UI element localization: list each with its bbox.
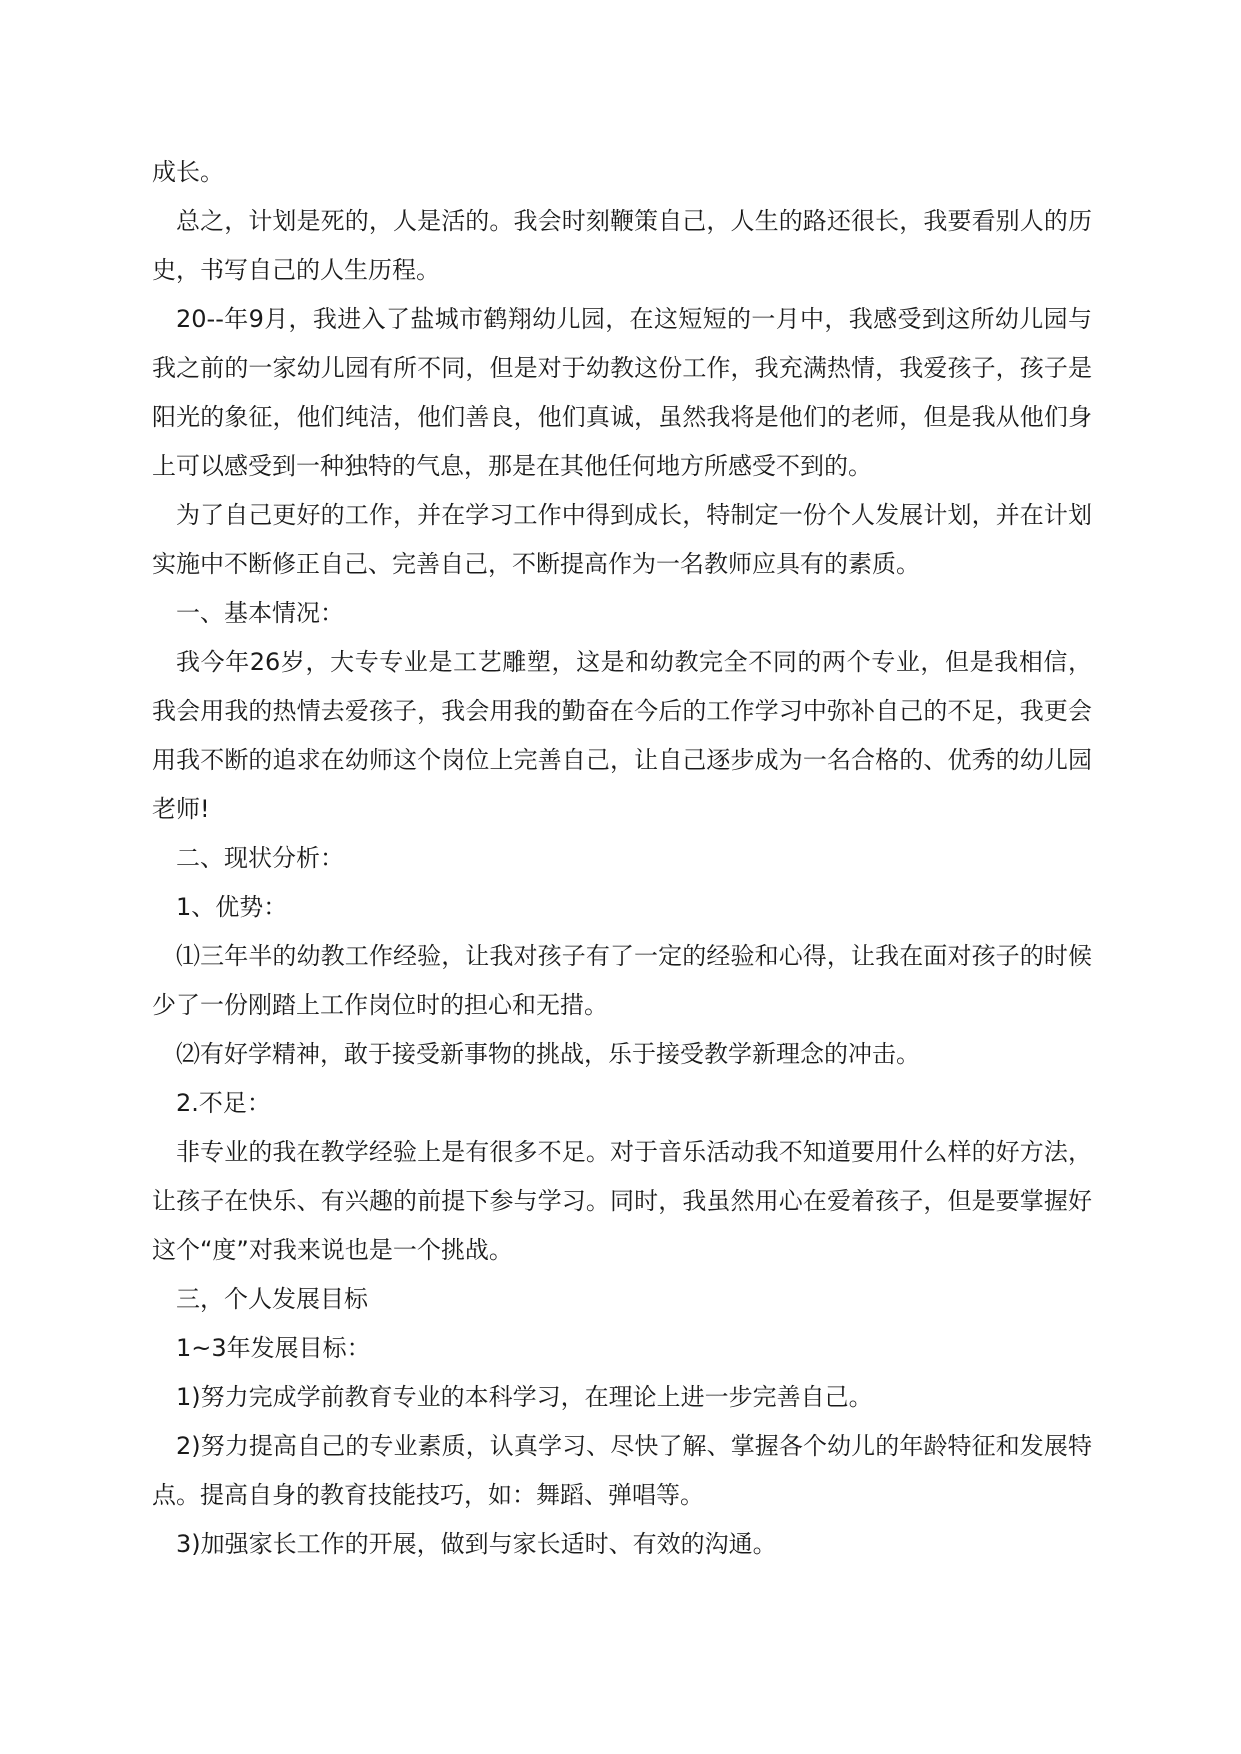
paragraph-purpose: 为了自己更好的工作，并在学习工作中得到成长，特制定一份个人发展计划，并在计划实施中不断修正自己、完善自己，不断提高作为一名教师应具有的素质。 [152, 501, 1092, 578]
heading-development-goals: 三，个人发展目标 [176, 1285, 368, 1313]
list-item-strength-2: ⑵有好学精神，敢于接受新事物的挑战，乐于接受教学新理念的冲击。 [176, 1040, 920, 1068]
paragraph-summary: 总之，计划是死的，人是活的。我会时刻鞭策自己，人生的路还很长，我要看别人的历史，书写自己的人生历程。 [152, 207, 1092, 284]
list-item-goal-1: 1)努力完成学前教育专业的本科学习，在理论上进一步完善自己。 [176, 1383, 873, 1411]
subheading-strengths: 1、优势： [176, 893, 288, 921]
paragraph-introduction: 20--年9月，我进入了盐城市鹤翔幼儿园，在这短短的一月中，我感受到这所幼儿园与我之前的一家幼儿园有所不同，但是对于幼教这份工作，我充满热情，我爱孩子，孩子是阳光的象征，他们纯洁，他们善良，他们真诚，虽然我将是他们的老师，但是我从他们身上可以感受到一种独特的气息，那是在其他任何地方所感受不到的。 [152, 305, 1092, 480]
paragraph-weaknesses: 非专业的我在教学经验上是有很多不足。对于音乐活动我不知道要用什么样的好方法，让孩子在快乐、有兴趣的前提下参与学习。同时，我虽然用心在爱着孩子，但是要掌握好这个“度”对我来说也是一个挑战。 [152, 1138, 1092, 1264]
list-item-strength-1: ⑴三年半的幼教工作经验，让我对孩子有了一定的经验和心得，让我在面对孩子的时候少了一份刚踏上工作岗位时的担心和无措。 [152, 942, 1092, 1019]
heading-basic-info: 一、基本情况： [176, 599, 344, 627]
paragraph-continuation: 成长。 [152, 158, 224, 186]
heading-status-analysis: 二、现状分析： [176, 844, 344, 872]
list-item-goal-2: 2)努力提高自己的专业素质，认真学习、尽快了解、掌握各个幼儿的年龄特征和发展特点。提高自身的教育技能技巧，如：舞蹈、弹唱等。 [152, 1432, 1092, 1509]
paragraph-basic-info: 我今年26岁，大专专业是工艺雕塑，这是和幼教完全不同的两个专业，但是我相信，我会用我的热情去爱孩子，我会用我的勤奋在今后的工作学习中弥补自己的不足，我更会用我不断的追求在幼师这个岗位上完善自己，让自己逐步成为一名合格的、优秀的幼儿园老师! [152, 648, 1092, 823]
list-item-goal-3: 3)加强家长工作的开展，做到与家长适时、有效的沟通。 [176, 1530, 777, 1558]
subheading-three-year-goals: 1~3年发展目标： [176, 1334, 371, 1362]
document-page [152, 148, 1092, 1569]
subheading-weaknesses: 2.不足： [176, 1089, 271, 1117]
